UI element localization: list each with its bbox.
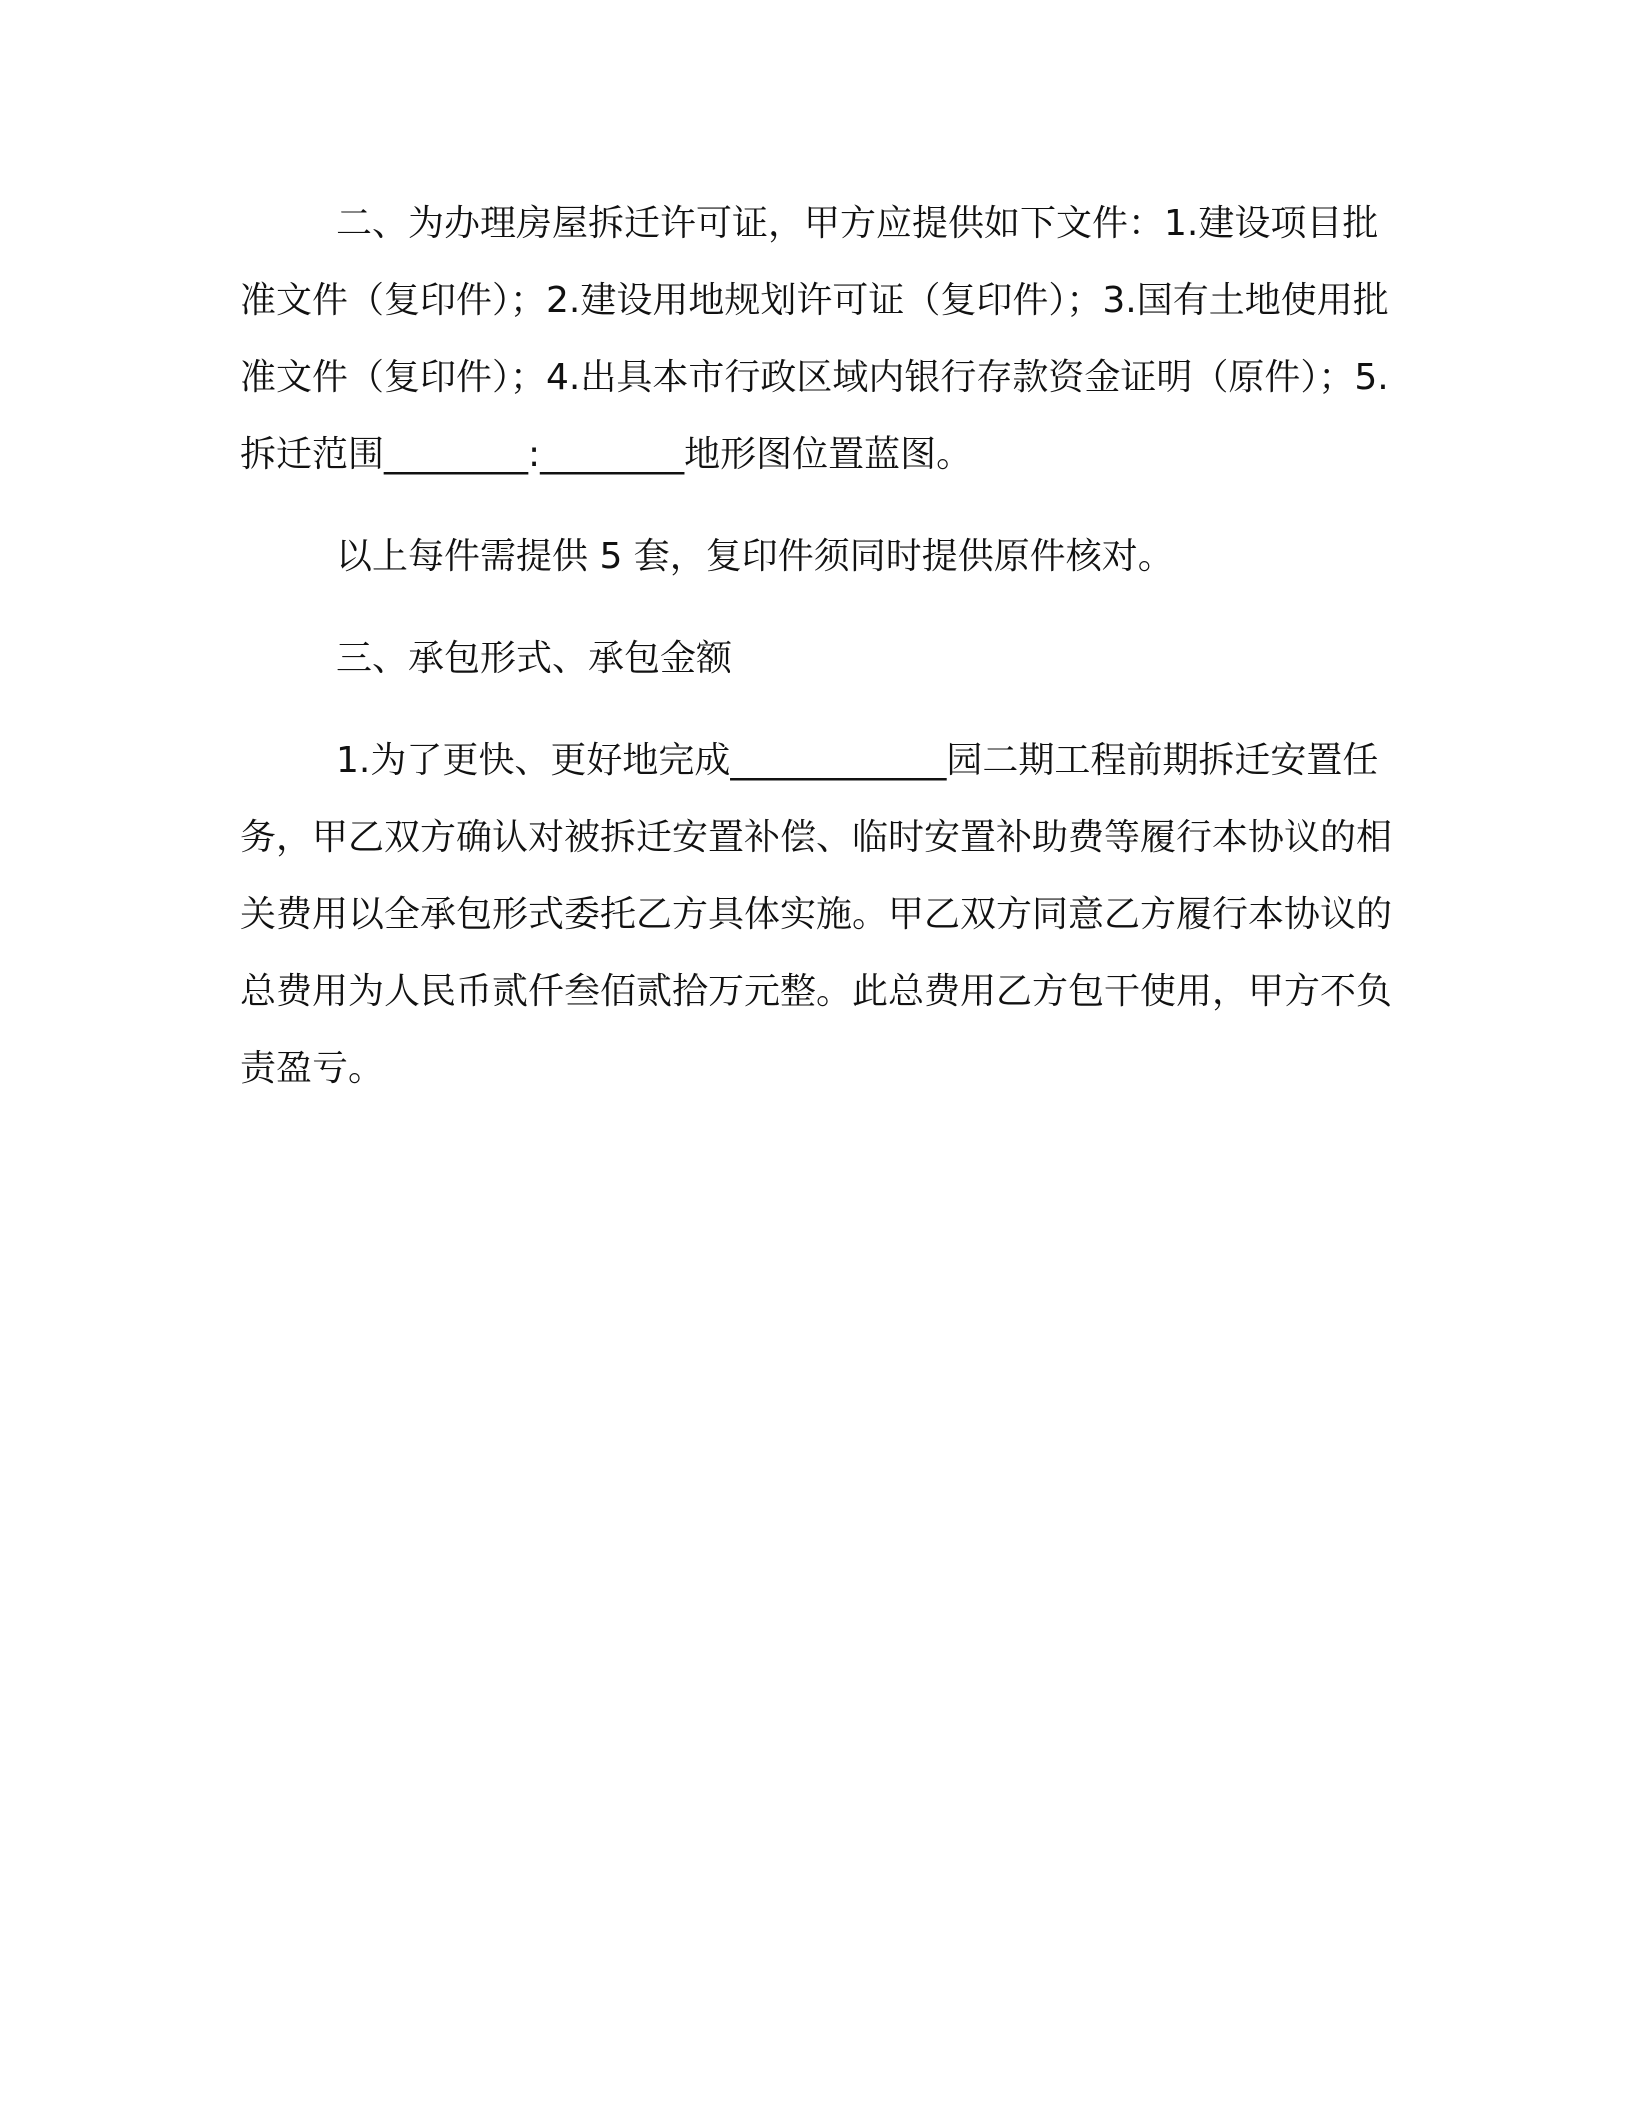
- paragraph-contract-amount: 1.为了更快、更好地完成____________园二期工程前期拆迁安置任务，甲乙双方确认对被拆迁安置补偿、临时安置补助费等履行本协议的相关费用以全承包形式委托乙方具体实施。甲乙双方同意乙方履行本协议的总费用为人民币贰仟叁佰贰拾万元整。此总费用乙方包干使用，甲方不负责盈亏。: [240, 740, 1393, 1089]
- document-body: [240, 185, 1400, 1107]
- paragraph-copies-note: 以上每件需提供 5 套，复印件须同时提供原件核对。: [336, 536, 1174, 577]
- section-heading-contract-form: 三、承包形式、承包金额: [336, 638, 733, 679]
- paragraph-required-documents: 二、为办理房屋拆迁许可证，甲方应提供如下文件：1.建设项目批准文件（复印件）；2.建设用地规划许可证（复印件）；3.国有土地使用批准文件（复印件）；4.出具本市行政区域内银行存款资金证明（原件）；5.拆迁范围________:________地形图位置蓝图。: [240, 203, 1389, 475]
